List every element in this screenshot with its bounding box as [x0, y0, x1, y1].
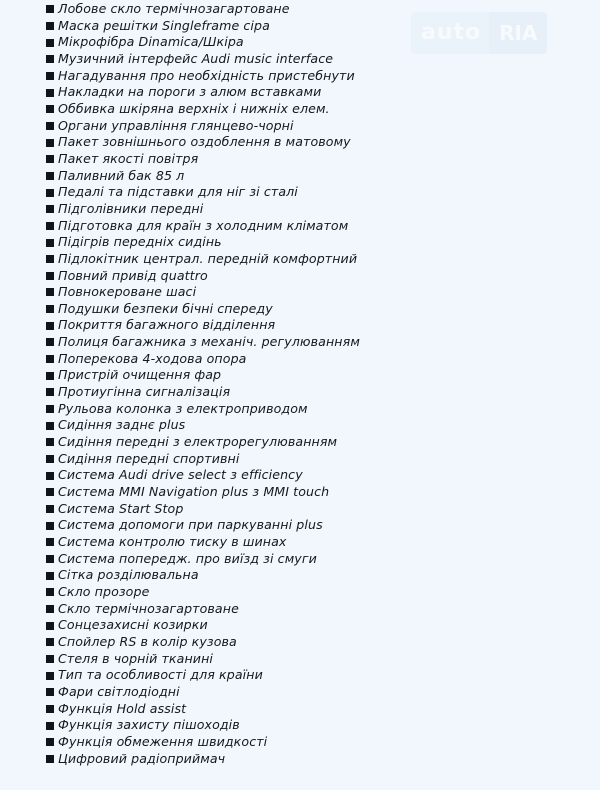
- feature-label: Пакет якості повітря: [58, 150, 199, 166]
- bullet-square-icon: [46, 655, 54, 663]
- feature-label: Музичний інтерфейс Audi music interface: [58, 50, 334, 66]
- bullet-square-icon: [46, 155, 54, 163]
- feature-label: Функція Hold assist: [58, 700, 187, 716]
- feature-label: Полиця багажника з механіч. регулюванням: [58, 334, 360, 350]
- feature-label: Пакет зовнішнього оздоблення в матовому: [58, 134, 351, 150]
- list-item: [46, 384, 406, 401]
- feature-label: Органи управління глянцево-чорні: [58, 117, 294, 133]
- list-item: [46, 467, 406, 484]
- list-item: [46, 701, 406, 718]
- bullet-square-icon: [46, 505, 54, 513]
- list-item: [46, 268, 406, 285]
- list-item: [46, 168, 406, 185]
- list-item: [46, 84, 406, 101]
- list-item: [46, 68, 406, 85]
- bullet-square-icon: [46, 688, 54, 696]
- feature-label: Сітка розділювальна: [58, 567, 199, 583]
- bullet-square-icon: [46, 738, 54, 746]
- bullet-square-icon: [46, 422, 54, 430]
- list-item: [46, 351, 406, 368]
- watermark-auto-text: auto: [411, 12, 489, 54]
- bullet-square-icon: [46, 205, 54, 213]
- list-item: [46, 751, 406, 768]
- bullet-square-icon: [46, 189, 54, 197]
- feature-label: Пристрій очищення фар: [58, 367, 222, 383]
- bullet-square-icon: [46, 638, 54, 646]
- feature-label: Система попередж. про виїзд зі смуги: [58, 550, 317, 566]
- bullet-square-icon: [46, 355, 54, 363]
- feature-label: Педалі та підставки для ніг зі сталі: [58, 184, 298, 200]
- list-item: [46, 34, 406, 51]
- feature-label: Тип та особливості для країни: [58, 667, 263, 683]
- feature-label: Підголівники передні: [58, 200, 204, 216]
- bullet-square-icon: [46, 522, 54, 530]
- list-item: [46, 101, 406, 118]
- bullet-square-icon: [46, 472, 54, 480]
- list-item: [46, 151, 406, 168]
- feature-label: Сонцезахисні козирки: [58, 617, 208, 633]
- feature-label: Сидіння передні спортивні: [58, 450, 240, 466]
- bullet-square-icon: [46, 222, 54, 230]
- bullet-square-icon: [46, 322, 54, 330]
- list-item: [46, 684, 406, 701]
- list-item: [46, 601, 406, 618]
- bullet-square-icon: [46, 672, 54, 680]
- feature-label: Система допомоги при паркуванні plus: [58, 517, 323, 533]
- feature-label: Скло прозоре: [58, 583, 150, 599]
- bullet-square-icon: [46, 622, 54, 630]
- bullet-square-icon: [46, 338, 54, 346]
- feature-label: Система MMI Navigation plus з MMI touch: [58, 484, 330, 500]
- feature-label: Нагадування про необхідність пристебнути: [58, 67, 355, 83]
- list-item: [46, 634, 406, 651]
- list-item: [46, 18, 406, 35]
- bullet-square-icon: [46, 488, 54, 496]
- feature-label: Стеля в чорній тканині: [58, 650, 214, 666]
- list-item: [46, 301, 406, 318]
- list-item: [46, 717, 406, 734]
- list-item: [46, 251, 406, 268]
- bullet-square-icon: [46, 705, 54, 713]
- list-item: [46, 201, 406, 218]
- list-item: [46, 734, 406, 751]
- bullet-square-icon: [46, 5, 54, 13]
- feature-label: Система контролю тиску в шинах: [58, 534, 287, 549]
- list-item: [46, 667, 406, 684]
- bullet-square-icon: [46, 405, 54, 413]
- feature-label: Покриття багажного відділення: [58, 317, 276, 333]
- watermark-ria-text: RIA: [489, 12, 547, 54]
- feature-label: Протиугінна сигналізація: [58, 384, 231, 400]
- feature-label: Система Audi drive select з efficiency: [58, 467, 303, 483]
- feature-label: Сидіння передні з електрорегулюванням: [58, 434, 338, 450]
- bullet-square-icon: [46, 438, 54, 446]
- list-item: [46, 401, 406, 418]
- bullet-square-icon: [46, 272, 54, 280]
- feature-label: Фари світлодіодні: [58, 683, 180, 699]
- feature-label: Накладки на пороги з алюм вставками: [58, 84, 322, 100]
- bullet-square-icon: [46, 605, 54, 613]
- feature-label: Система Start Stop: [58, 500, 184, 516]
- bullet-square-icon: [46, 722, 54, 730]
- list-item: [46, 417, 406, 434]
- list-item: [46, 218, 406, 235]
- list-item: [46, 651, 406, 668]
- bullet-square-icon: [46, 255, 54, 263]
- bullet-square-icon: [46, 22, 54, 30]
- feature-label: Рульова колонка з електроприводом: [58, 400, 308, 416]
- bullet-square-icon: [46, 105, 54, 113]
- list-item: [46, 118, 406, 135]
- list-item: [46, 567, 406, 584]
- list-item: [46, 434, 406, 451]
- feature-label: Подушки безпеки бічні спереду: [58, 300, 273, 316]
- list-item: [46, 184, 406, 201]
- feature-label: Паливний бак 85 л: [58, 167, 185, 183]
- bullet-square-icon: [46, 288, 54, 296]
- list-item: [46, 284, 406, 301]
- bullet-square-icon: [46, 239, 54, 247]
- feature-label: Оббивка шкіряна верхніх і нижніх елем.: [58, 100, 330, 116]
- bullet-square-icon: [46, 755, 54, 763]
- feature-label: Спойлер RS в колір кузова: [58, 633, 237, 649]
- feature-label: Цифровий радіоприймач: [58, 750, 226, 766]
- bullet-square-icon: [46, 172, 54, 180]
- feature-label: Повнокероване шасі: [58, 284, 197, 300]
- list-item: [46, 551, 406, 568]
- bullet-square-icon: [46, 72, 54, 80]
- bullet-square-icon: [46, 122, 54, 130]
- list-item: [46, 51, 406, 68]
- feature-label: Повний привід quattro: [58, 267, 208, 283]
- feature-label: Підготовка для країн з холодним кліматом: [58, 217, 349, 233]
- feature-label: Сидіння заднє plus: [58, 417, 186, 433]
- feature-label: Поперекова 4-ходова опора: [58, 350, 247, 366]
- list-item: [46, 484, 406, 501]
- bullet-square-icon: [46, 89, 54, 97]
- list-item: [46, 451, 406, 468]
- bullet-square-icon: [46, 572, 54, 580]
- bullet-square-icon: [46, 372, 54, 380]
- bullet-square-icon: [46, 455, 54, 463]
- bullet-square-icon: [46, 305, 54, 313]
- list-item: [46, 1, 406, 18]
- bullet-square-icon: [46, 388, 54, 396]
- bullet-square-icon: [46, 588, 54, 596]
- feature-label: Функція обмеження швидкості: [58, 733, 268, 749]
- list-item: [46, 234, 406, 251]
- bullet-square-icon: [46, 55, 54, 63]
- feature-label: Маска решітки Singleframe сіра: [58, 17, 270, 33]
- bullet-square-icon: [46, 538, 54, 546]
- bullet-square-icon: [46, 555, 54, 563]
- list-item: [46, 534, 406, 551]
- list-item: [46, 501, 406, 518]
- list-item: [46, 617, 406, 634]
- list-item: [46, 334, 406, 351]
- list-item: [46, 134, 406, 151]
- feature-label: Мікрофібра Dinamica/Шкіра: [58, 34, 244, 50]
- feature-label: Підлокітник централ. передній комфортний: [58, 250, 358, 266]
- feature-list: [46, 1, 406, 767]
- list-item: [46, 317, 406, 334]
- feature-label: Лобове скло термічнозагартоване: [58, 1, 290, 16]
- bullet-square-icon: [46, 39, 54, 47]
- list-item: [46, 367, 406, 384]
- autoria-watermark: [411, 12, 555, 54]
- list-item: [46, 584, 406, 601]
- list-item: [46, 517, 406, 534]
- feature-label: Підігрів передніх сидінь: [58, 234, 222, 250]
- bullet-square-icon: [46, 139, 54, 147]
- feature-label: Функція захисту пішоходів: [58, 717, 240, 733]
- feature-label: Скло термічнозагартоване: [58, 600, 239, 616]
